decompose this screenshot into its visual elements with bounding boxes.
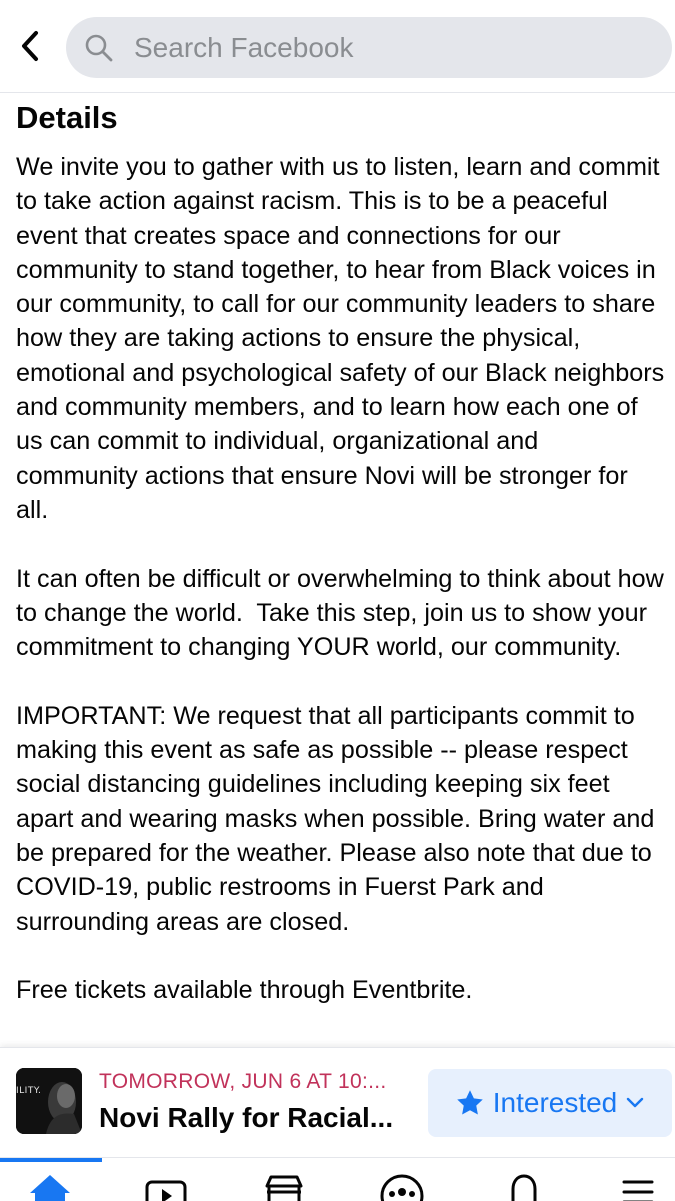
nav-menu[interactable] [608, 1172, 668, 1201]
nav-watch[interactable] [136, 1172, 196, 1201]
groups-icon [378, 1172, 426, 1201]
menu-icon [618, 1172, 658, 1201]
event-summary-bar[interactable] [0, 1047, 675, 1158]
event-title[interactable]: Novi Rally for Racial... [99, 1102, 394, 1133]
event-thumbnail[interactable] [16, 1068, 82, 1134]
search-icon [84, 33, 114, 63]
details-paragraph-2: It can often be difficult or overwhelming to think about how to change the world. Take this step, join us to show your commitment to changing YOUR world, our community. [16, 564, 671, 662]
details-paragraph-4: Free tickets available through Eventbrite. [16, 976, 473, 1005]
details-heading: Details [16, 100, 118, 135]
search-placeholder: Search Facebook [134, 31, 354, 63]
top-bar [0, 0, 675, 93]
notifications-icon [504, 1172, 544, 1201]
event-details [16, 96, 672, 1042]
event-thumbnail-text: ILITY. [16, 1086, 42, 1096]
details-paragraph-1: We invite you to gather with us to listen, learn and commit to take action against racism. This is to be a peaceful event that creates space and connections for our community to stand together, to hear from Black voices in our community, to call for our community leaders to share how they are taking actions to ensure the physical, emotional and psychological safety of our Black neighbors and community members, and to learn how each one of us can commit to individual, organizational and community actions that ensure Novi will be stronger for all. [16, 153, 672, 524]
nav-home[interactable] [20, 1172, 80, 1201]
interested-label: Interested [492, 1087, 618, 1118]
home-icon [27, 1172, 73, 1201]
chevron-left-icon [18, 29, 42, 63]
nav-notifications[interactable] [494, 1172, 554, 1201]
nav-marketplace[interactable] [254, 1172, 314, 1201]
event-date: TOMORROW, JUN 6 AT 10:... [99, 1070, 387, 1093]
search-input[interactable] [66, 17, 672, 78]
bottom-navigation [0, 1157, 675, 1201]
interested-button[interactable] [428, 1069, 672, 1137]
active-tab-indicator [0, 1158, 102, 1162]
event-image [16, 1068, 82, 1134]
marketplace-icon [261, 1172, 307, 1201]
video-icon [144, 1172, 188, 1201]
back-button[interactable] [12, 26, 48, 66]
star-icon [455, 1088, 485, 1118]
details-paragraph-3: IMPORTANT: We request that all participants commit to making this event as safe as possible -- please respect social distancing guidelines including keeping six feet apart and wearing masks when possible. Bring water and be prepared for the weather. Please also note that due to COVID-19, public restrooms in Fuerst Park and surrounding areas are closed. [16, 701, 662, 936]
chevron-down-icon [625, 1096, 645, 1110]
nav-groups[interactable] [372, 1172, 432, 1201]
